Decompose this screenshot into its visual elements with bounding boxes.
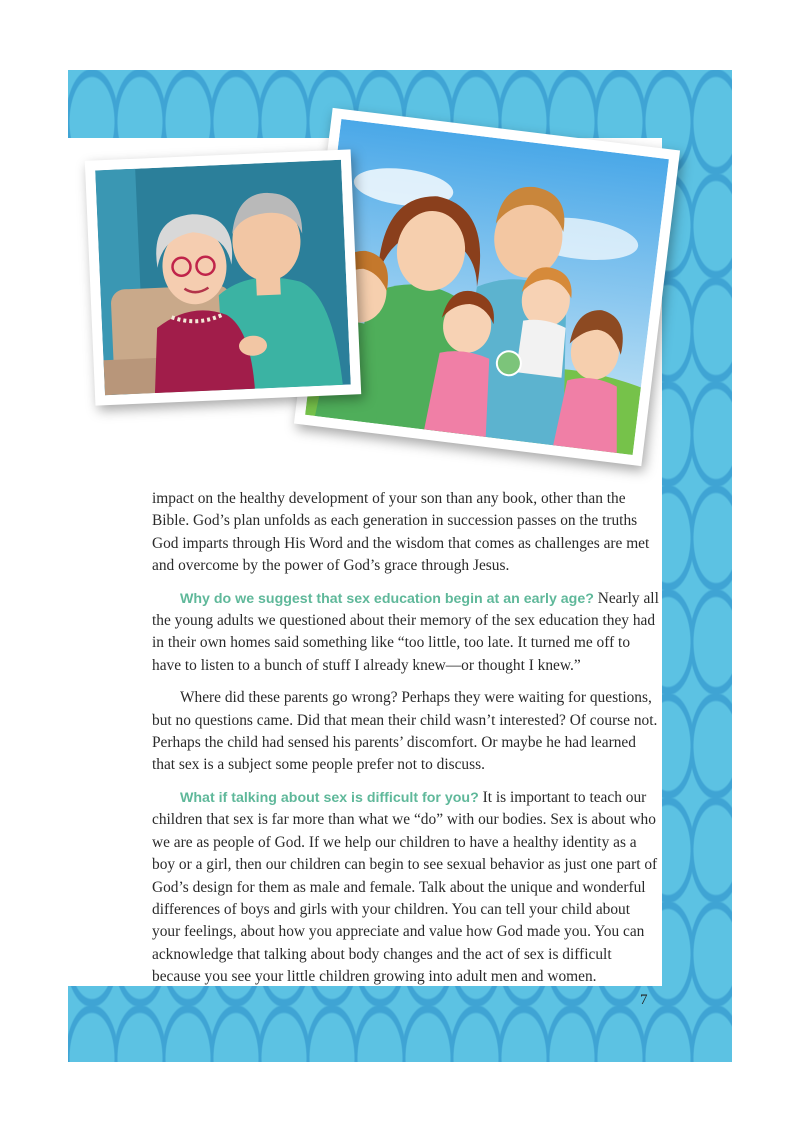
paragraph-3: Where did these parents go wrong? Perhaps they were waiting for questions, but no questions came. Did that mean their child wasn’t interested? Of course not. Perhaps the child had sensed his parents’ discomfort. Or maybe he had learned that sex is a subject some people prefer not to discuss. <box>152 689 658 774</box>
paragraph-2-text: Nearly all the young adults we questioned about their memory of the sex education they had in their own homes said something like “too little, too late. It turned me off to have to listen to a bunch of stuff I already knew—or thought I knew.” <box>152 589 659 674</box>
paragraph-4-text: It is important to teach our children that sex is far more than what we “do” with our bodies. Sex is about who we are as people of God. If we help our children to have a healthy identity as a boy or a girl, then our children can begin to see sexual behavior as just one part of God’s design for them as male and female. Talk about the unique and wonderful differences of boys and girls with your children. You can tell your child about your feelings, about how you appreciate and value how God made you. You can acknowledge that talking about body changes and the act of sex is difficult because you see your little children growing into adult men and women. <box>152 788 658 986</box>
question-heading-difficult: What if talking about sex is difficult for you? <box>180 789 479 806</box>
page-number: 7 <box>640 992 648 1008</box>
grandparents-photo <box>85 149 361 405</box>
paragraph-2 <box>152 588 662 678</box>
paragraph-1: impact on the healthy development of your son than any book, other than the Bible. God’s plan unfolds as each generation in succession passes on the truths God imparts through His Word and the wisdom that comes as challenges are met and overcome by the power of God’s grace through Jesus. <box>152 490 650 575</box>
body-text <box>152 488 662 999</box>
paragraph-4 <box>152 787 662 989</box>
question-heading-early-age: Why do we suggest that sex education begin at an early age? <box>180 590 594 607</box>
